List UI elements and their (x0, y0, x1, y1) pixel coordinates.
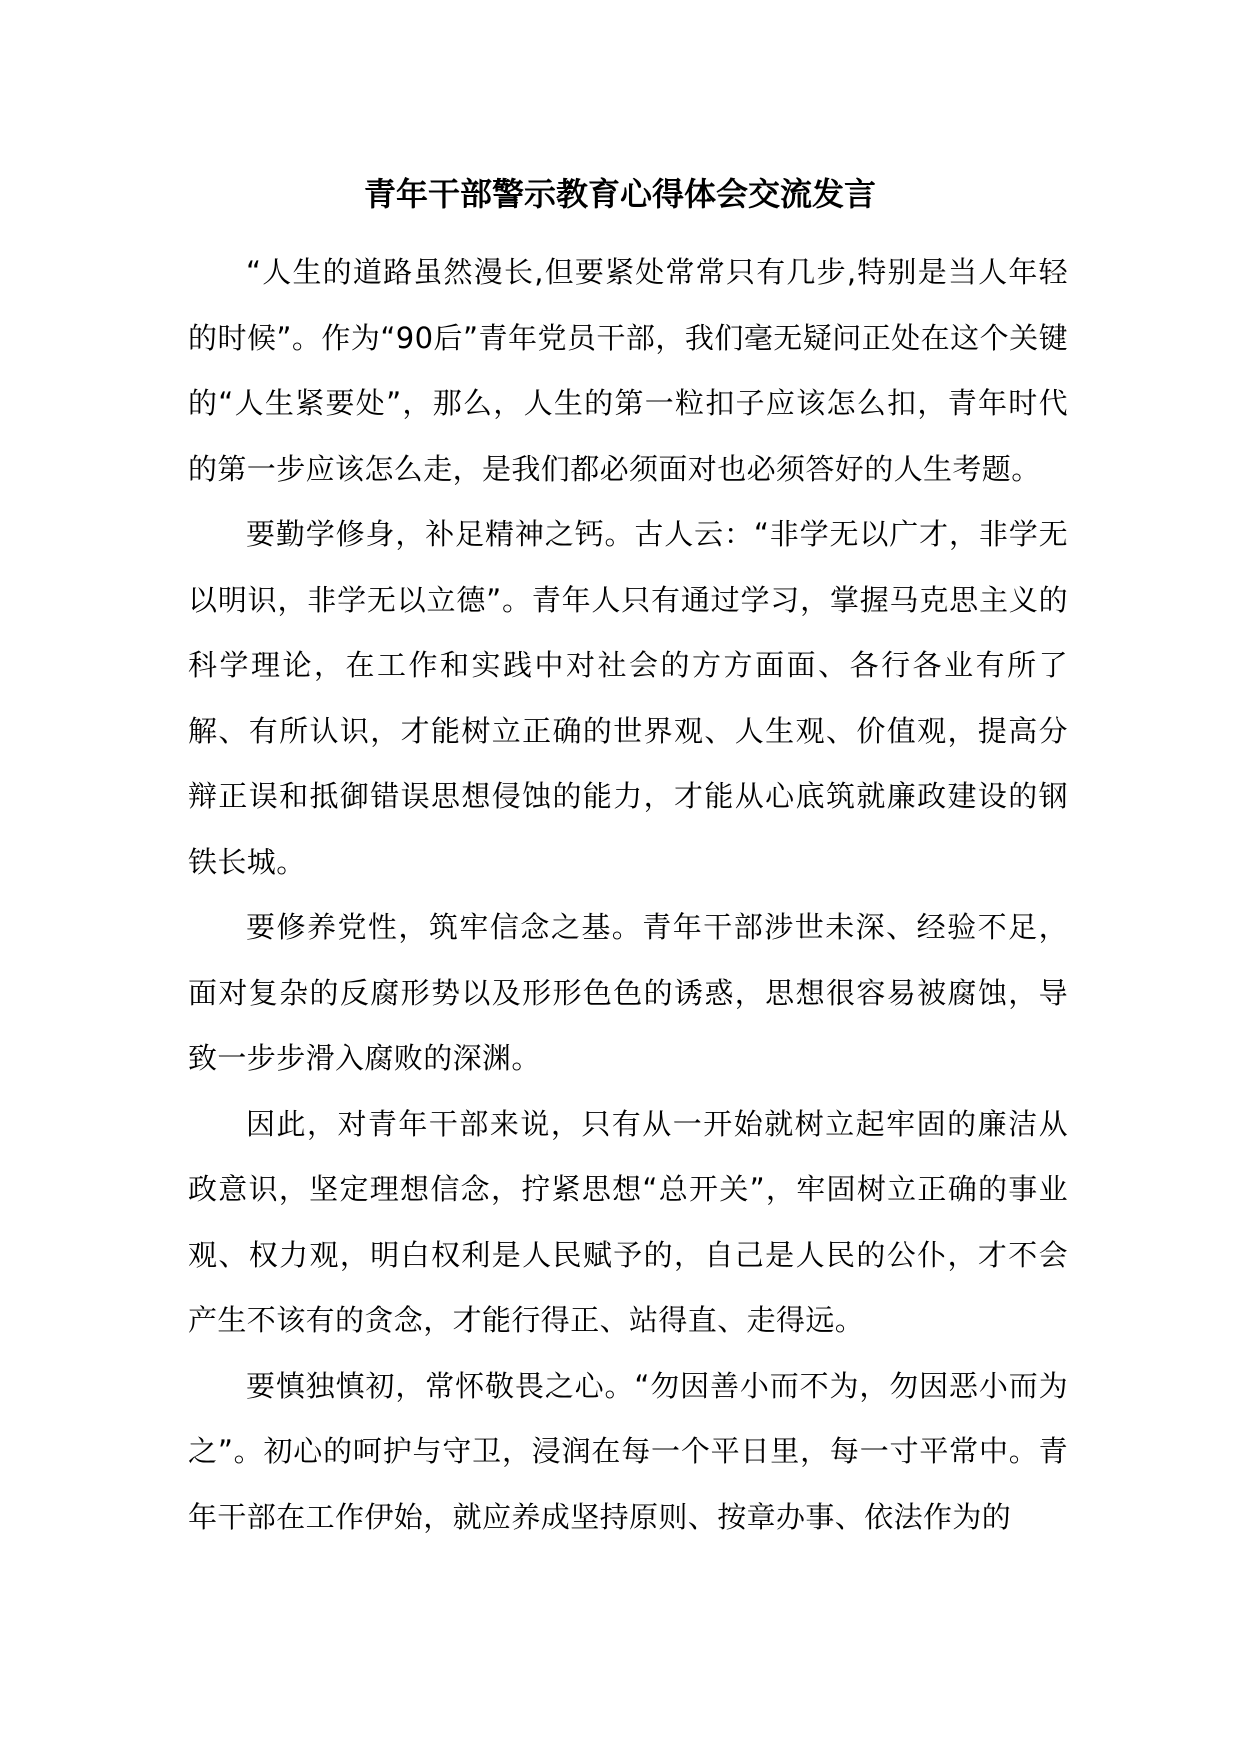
document-title: 青年干部警示教育心得体会交流发言 (363, 175, 876, 213)
paragraph-integrity: 因此，对青年干部来说，只有从一开始就树立起牢固的廉洁从政意识，坚定理想信念，拧紧思想“总开关”，牢固树立正确的事业观、权力观，明白权利是人民赋予的，自己是人民的公仆，才不会产生不该有的贪念，才能行得正、站得直、走得远。 (188, 1106, 1068, 1337)
paragraph-intro: “人生的道路虽然漫长,但要紧处常常只有几步,特别是当人年轻的时候”。作为“90后”青年党员干部，我们毫无疑问正处在这个关键的“人生紧要处”，那么，人生的第一粒扣子应该怎么扣，青年时代的第一步应该怎么走，是我们都必须面对也必须答好的人生考题。 (188, 255, 1068, 486)
paragraph-party-spirit: 要修养党性，筑牢信念之基。青年干部涉世未深、经验不足，面对复杂的反腐形势以及形形色色的诱惑，思想很容易被腐蚀，导致一步步滑入腐败的深渊。 (188, 910, 1068, 1075)
paragraph-prudence: 要慎独慎初，常怀敬畏之心。“勿因善小而不为，勿因恶小而为之”。初心的呵护与守卫，浸润在每一个平日里，每一寸平常中。青年干部在工作伊始，就应养成坚持原则、按章办事、依法作为的 (188, 1368, 1068, 1534)
paragraph-study: 要勤学修身，补足精神之钙。古人云：“非学无以广才，非学无以明识，非学无以立德”。青年人只有通过学习，掌握马克思主义的科学理论，在工作和实践中对社会的方方面面、各行各业有所了解、有所认识，才能树立正确的世界观、人生观、价值观，提高分辩正误和抵御错误思想侵蚀的能力，才能从心底筑就廉政建设的钢铁长城。 (188, 517, 1068, 879)
document-body (188, 240, 1068, 1550)
